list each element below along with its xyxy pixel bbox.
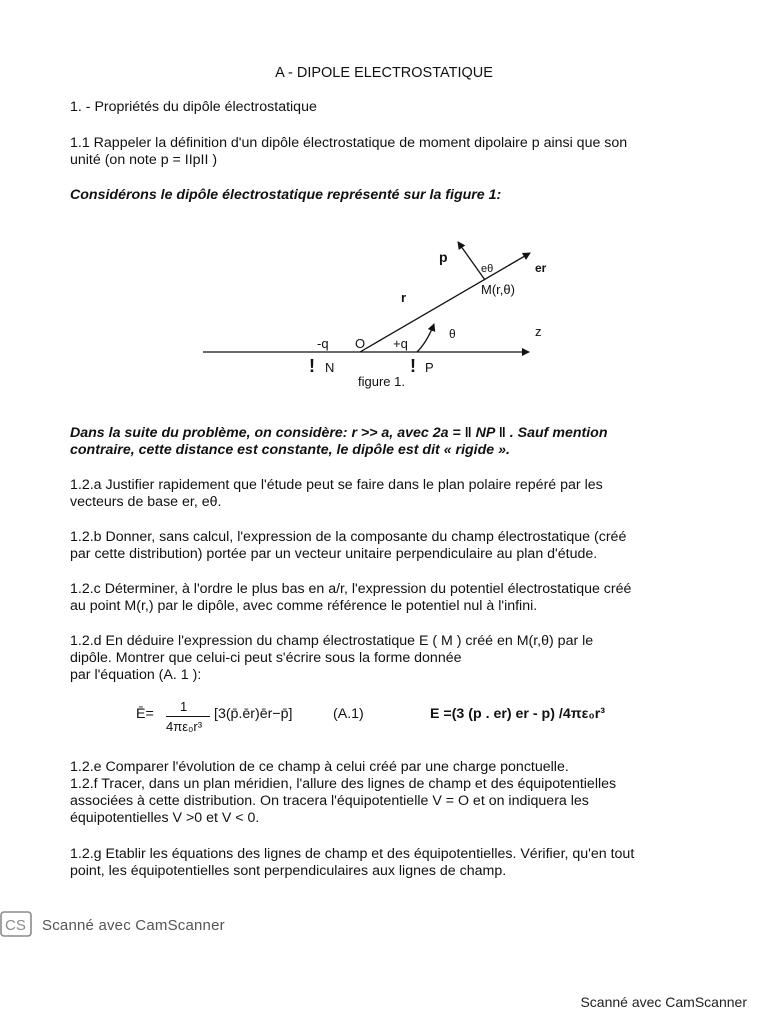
question-1-2-a-line2: vecteurs de base er, eθ. [70, 494, 222, 510]
equation-label: (A.1) [333, 706, 364, 722]
radius-line [360, 253, 530, 352]
theta-label: θ [449, 327, 456, 341]
question-1-1-line1: 1.1 Rappeler la définition d'un dipôle électrostatique de moment dipolaire p ainsi que son [70, 135, 628, 151]
figure-intro: Considérons le dipôle électrostatique représenté sur la figure 1: [70, 187, 502, 203]
figure-caption: figure 1. [358, 374, 405, 389]
question-1-2-b-line2: par cette distribution) portée par un vecteur unitaire perpendiculaire au plan d'étude. [70, 546, 598, 562]
theta-arc [417, 324, 434, 352]
e-theta-label: eθ [481, 263, 494, 275]
question-1-2-g-line2: point, les équipotentielles sont perpendiculaires aux lignes de champ. [70, 863, 507, 879]
equation-numerator: 1 [180, 699, 188, 714]
n-charge-mark: ! [309, 356, 315, 376]
question-1-2-e: 1.2.e Comparer l'évolution de ce champ à celui créé par une charge ponctuelle. [70, 759, 569, 775]
question-1-2-f-line1: 1.2.f Tracer, dans un plan méridien, l'allure des lignes de champ et des équipotentielles [70, 776, 617, 792]
question-1-2-d-line1: 1.2.d En déduire l'expression du champ électrostatique E ( M ) créé en M(r,θ) par le [70, 633, 594, 649]
equation-bracket: [3(p̄.ēr)ēr−p̄] [214, 706, 293, 722]
question-1-2-c-line1: 1.2.c Déterminer, à l'ordre le plus bas en a/r, l'expression du potentiel électrostatique créé [70, 581, 632, 597]
question-1-2-c-line2: au point M(r,) par le dipôle, avec comme référence le potentiel nul à l'infini. [70, 598, 538, 614]
p-label: p [439, 249, 448, 265]
p-charge-mark: ! [410, 356, 416, 376]
equation-alt-form: E =(3 (p . er) er - p) /4πε₀r³ [430, 706, 605, 722]
p-point-label: P [425, 360, 434, 375]
dipole-figure [195, 232, 555, 397]
document-title: A - DIPOLE ELECTROSTATIQUE [275, 65, 493, 81]
question-1-2-d-line2: dipôle. Montrer que celui-ci peut s'écrire sous la forme donnée [70, 650, 462, 666]
footer-watermark: Scanné avec CamScanner [580, 994, 747, 1010]
hypothesis-line2: contraire, cette distance est constante, le dipôle est dit « rigide ». [70, 442, 510, 458]
hypothesis-line1: Dans la suite du problème, on considère: r >> a, avec 2a = ‖ NP ‖ . Sauf mention [70, 425, 608, 441]
point-m-label: M(r,θ) [481, 282, 515, 297]
n-label: N [325, 360, 335, 375]
question-1-2-a-line1: 1.2.a Justifier rapidement que l'étude peut se faire dans le plan polaire repéré par les [70, 477, 603, 493]
e-r-label: er [535, 261, 547, 275]
r-label: r [401, 290, 407, 305]
camscanner-logo-icon [0, 910, 34, 938]
section-heading: 1. - Propriétés du dipôle électrostatique [70, 99, 317, 115]
question-1-2-f-line2: associées à cette distribution. On tracera l'équipotentielle V = O et on indiquera les [70, 793, 589, 809]
plus-q-label: +q [393, 336, 408, 351]
equation-denominator: 4πε₀r³ [166, 719, 203, 734]
question-1-2-f-line3: équipotentielles V >0 et V < 0. [70, 810, 260, 826]
equation-lhs: Ē= [136, 706, 154, 722]
camscanner-logo-text: CS [5, 917, 26, 934]
origin-label: O [355, 336, 366, 351]
question-1-2-g-line1: 1.2.g Etablir les équations des lignes de champ et des équipotentielles. Vérifier, qu'en tout [70, 846, 635, 862]
camscanner-stamp: Scanné avec CamScanner [42, 917, 225, 934]
fraction-bar [166, 716, 210, 717]
minus-q-label: -q [317, 336, 329, 351]
question-1-2-d-line3: par l'équation (A. 1 ): [70, 667, 202, 683]
z-label: z [535, 324, 542, 339]
question-1-1-line2: unité (on note p = IIpII ) [70, 152, 218, 168]
question-1-2-b-line1: 1.2.b Donner, sans calcul, l'expression de la composante du champ électrostatique (créé [70, 529, 627, 545]
